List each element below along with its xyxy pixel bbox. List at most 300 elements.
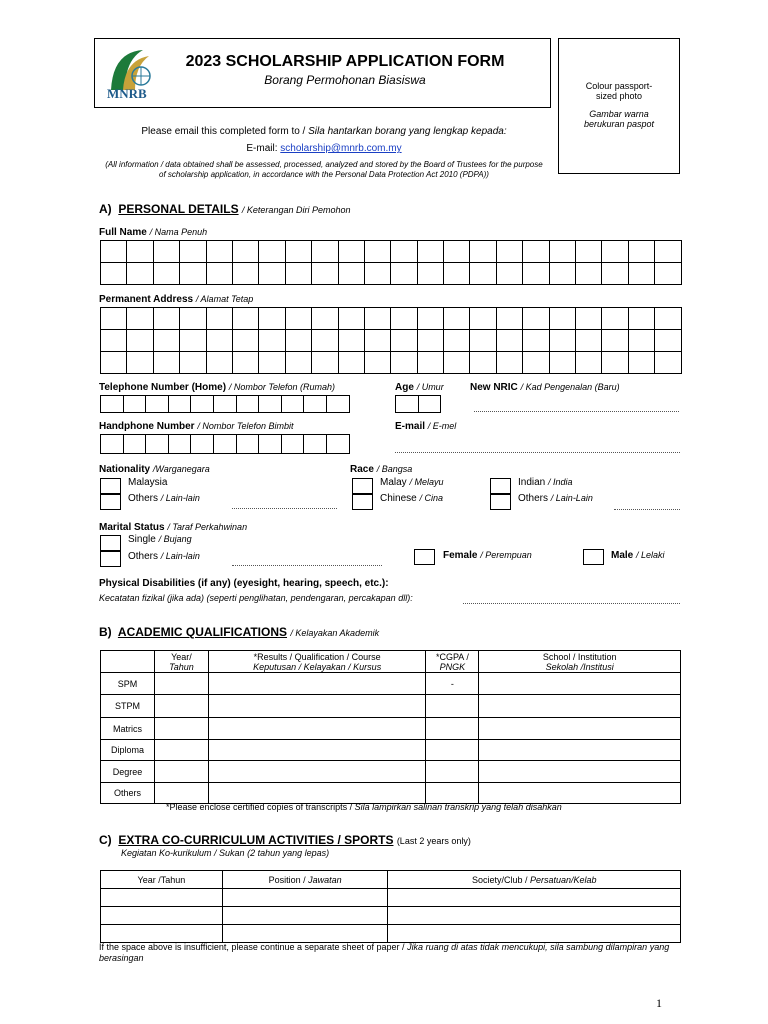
race-en: Race [350, 464, 374, 475]
char-box[interactable] [655, 352, 681, 374]
char-box[interactable] [576, 352, 602, 374]
char-box[interactable] [259, 330, 285, 352]
footer-en: If the space above is insufficient, please continue a separate sheet of paper / [99, 942, 405, 952]
age-label [395, 382, 444, 393]
char-box[interactable] [123, 435, 146, 454]
grid-row [101, 352, 682, 374]
char-box[interactable] [338, 241, 364, 263]
race-others-label [518, 493, 593, 504]
char-box[interactable] [259, 241, 285, 263]
hp-grid[interactable] [100, 434, 350, 454]
char-box[interactable] [338, 263, 364, 285]
char-box[interactable] [232, 241, 258, 263]
char-box[interactable] [232, 308, 258, 330]
char-box[interactable] [281, 396, 304, 413]
char-box[interactable] [168, 435, 191, 454]
char-box[interactable] [602, 263, 628, 285]
marital-others-line[interactable] [232, 565, 382, 566]
char-box[interactable] [101, 435, 124, 454]
char-box[interactable] [496, 241, 522, 263]
char-box[interactable] [127, 241, 153, 263]
char-box[interactable] [364, 330, 390, 352]
char-box[interactable] [444, 308, 470, 330]
malaysia-checkbox[interactable] [100, 478, 121, 494]
char-box[interactable] [232, 330, 258, 352]
nric-input-line[interactable] [474, 411, 679, 412]
char-box[interactable] [417, 330, 443, 352]
academic-col-cgpa [426, 651, 479, 673]
char-box[interactable] [259, 435, 282, 454]
cgpa-cell[interactable] [426, 761, 479, 783]
row-label: Diploma [101, 740, 155, 761]
char-box[interactable] [470, 330, 496, 352]
nationality-others-checkbox[interactable] [100, 494, 121, 510]
col-position-my: Jawatan [308, 874, 342, 885]
year-cell[interactable] [101, 907, 223, 925]
hp-my: / Nombor Telefon Bimbit [197, 421, 294, 431]
year-cell[interactable] [101, 889, 223, 907]
row-label: SPM [101, 673, 155, 695]
society-cell[interactable] [388, 907, 681, 925]
char-box[interactable] [523, 352, 549, 374]
results-cell[interactable] [208, 740, 426, 761]
race-label [350, 464, 412, 475]
cgpa-cell[interactable] [426, 740, 479, 761]
year-cell[interactable] [154, 783, 208, 804]
char-box[interactable] [232, 263, 258, 285]
char-box[interactable] [628, 263, 654, 285]
char-box[interactable] [206, 241, 232, 263]
char-box[interactable] [470, 308, 496, 330]
char-box[interactable] [364, 263, 390, 285]
chinese-my: / Cina [419, 493, 443, 503]
academic-col-school [479, 651, 681, 673]
race-others-my: / Lain-Lain [550, 493, 593, 503]
col-society-my: Persatuan/Kelab [529, 874, 597, 885]
indian-en: Indian [518, 477, 546, 488]
char-box[interactable] [206, 308, 232, 330]
school-cell[interactable] [479, 740, 681, 761]
char-box[interactable] [655, 308, 681, 330]
char-box[interactable] [101, 308, 127, 330]
marital-others-checkbox[interactable] [100, 551, 121, 567]
char-box[interactable] [655, 330, 681, 352]
disability-label: Physical Disabilities (if any) (eyesight, hearing, speech, etc.): [99, 578, 389, 589]
char-box[interactable] [259, 352, 285, 374]
grid-row [101, 330, 682, 352]
results-cell[interactable] [208, 718, 426, 740]
char-box[interactable] [549, 330, 575, 352]
male-checkbox[interactable] [583, 549, 604, 565]
tel-label [99, 382, 335, 393]
char-box[interactable] [259, 263, 285, 285]
char-box[interactable] [236, 396, 259, 413]
email-input-line[interactable] [395, 452, 680, 453]
char-box[interactable] [123, 396, 146, 413]
section-a-prefix: A) [99, 202, 112, 216]
page-number: 1 [656, 996, 662, 1010]
char-box[interactable] [153, 330, 179, 352]
char-box[interactable] [523, 330, 549, 352]
table-row [101, 907, 681, 925]
char-box[interactable] [338, 352, 364, 374]
photo-label-my: Gambar warna berukuran paspot [583, 109, 655, 129]
char-box[interactable] [391, 308, 417, 330]
char-box[interactable] [285, 308, 311, 330]
char-box[interactable] [127, 263, 153, 285]
char-box[interactable] [153, 308, 179, 330]
disability-label-my: Kecatatan fizikal (jika ada) (seperti penglihatan, pendengaran, percakapan dll): [99, 593, 413, 603]
age-my: / Umur [416, 382, 444, 392]
char-box[interactable] [364, 352, 390, 374]
char-box[interactable] [213, 435, 236, 454]
char-box[interactable] [153, 241, 179, 263]
col-school-en: School / Institution [542, 651, 617, 662]
email-my: / E-mel [427, 421, 457, 431]
position-cell[interactable] [222, 925, 388, 943]
indian-my: / India [548, 477, 573, 487]
section-c-title: EXTRA CO-CURRICULUM ACTIVITIES / SPORTS [118, 833, 394, 847]
char-box[interactable] [180, 352, 206, 374]
char-box[interactable] [470, 263, 496, 285]
address-my: / Alamat Tetap [195, 294, 254, 304]
age-grid[interactable] [395, 395, 441, 413]
academic-col-results [208, 651, 426, 673]
table-row [101, 718, 681, 740]
char-box[interactable] [312, 352, 338, 374]
char-box[interactable] [391, 241, 417, 263]
char-box[interactable] [180, 308, 206, 330]
char-box[interactable] [326, 396, 349, 413]
year-cell[interactable] [154, 673, 208, 695]
cgpa-cell[interactable] [426, 695, 479, 718]
grid-row [101, 308, 682, 330]
char-box[interactable] [326, 435, 349, 454]
activities-header-row [101, 871, 681, 889]
nationality-others-line[interactable] [232, 508, 337, 509]
col-results-en: *Results / Qualification / Course [253, 651, 381, 662]
female-checkbox[interactable] [414, 549, 435, 565]
year-cell[interactable] [101, 925, 223, 943]
nric-label [470, 382, 620, 393]
nric-my: / Kad Pengenalan (Baru) [520, 382, 620, 392]
race-others-en: Others [518, 493, 549, 504]
char-box[interactable] [153, 263, 179, 285]
photo-box [558, 38, 680, 174]
results-cell[interactable] [208, 695, 426, 718]
chinese-checkbox[interactable] [352, 494, 373, 510]
results-cell[interactable] [208, 783, 426, 804]
char-box[interactable] [206, 352, 232, 374]
char-box[interactable] [496, 263, 522, 285]
char-box[interactable] [391, 352, 417, 374]
char-box[interactable] [259, 308, 285, 330]
char-box[interactable] [496, 352, 522, 374]
nationality-my: /Warganegara [152, 464, 210, 474]
full-name-label [99, 227, 207, 238]
char-box[interactable] [391, 263, 417, 285]
female-label [443, 550, 532, 561]
char-box[interactable] [470, 352, 496, 374]
char-box[interactable] [127, 330, 153, 352]
row-label: Others [101, 783, 155, 804]
char-box[interactable] [127, 352, 153, 374]
char-box[interactable] [180, 330, 206, 352]
char-box[interactable] [496, 330, 522, 352]
section-b-title: ACADEMIC QUALIFICATIONS [117, 625, 288, 639]
char-box[interactable] [312, 330, 338, 352]
char-box[interactable] [312, 308, 338, 330]
char-box[interactable] [391, 330, 417, 352]
marital-others-label [128, 551, 200, 562]
mnrb-logo [103, 46, 161, 104]
char-box[interactable] [206, 263, 232, 285]
mar-others-my: / Lain-lain [160, 551, 200, 561]
form-subtitle: Borang Permohonan Biasiswa [264, 73, 426, 87]
char-box[interactable] [338, 330, 364, 352]
female-en: Female [443, 550, 478, 561]
char-box[interactable] [101, 330, 127, 352]
results-cell[interactable] [208, 673, 426, 695]
race-others-checkbox[interactable] [490, 494, 511, 510]
char-box[interactable] [180, 263, 206, 285]
society-cell[interactable] [388, 925, 681, 943]
school-cell[interactable] [479, 673, 681, 695]
tel-grid[interactable] [100, 395, 350, 413]
char-box[interactable] [101, 396, 124, 413]
char-box[interactable] [101, 352, 127, 374]
malay-en: Malay [380, 477, 407, 488]
char-box[interactable] [549, 241, 575, 263]
address-en: Permanent Address [99, 294, 194, 305]
char-box[interactable] [259, 396, 282, 413]
char-box[interactable] [470, 241, 496, 263]
male-label [611, 550, 665, 561]
results-cell[interactable] [208, 761, 426, 783]
char-box[interactable] [206, 330, 232, 352]
disability-input-line[interactable] [463, 603, 680, 604]
col-position-en: Position / [268, 874, 306, 885]
char-box[interactable] [444, 352, 470, 374]
chinese-en: Chinese [380, 493, 417, 504]
grid-row [101, 396, 350, 413]
char-box[interactable] [281, 435, 304, 454]
char-box[interactable] [576, 241, 602, 263]
row-label: Matrics [101, 718, 155, 740]
grid-row [101, 263, 682, 285]
char-box[interactable] [146, 396, 169, 413]
marital-label [99, 522, 247, 533]
academic-table [100, 650, 681, 804]
school-cell[interactable] [479, 761, 681, 783]
indian-checkbox[interactable] [490, 478, 511, 494]
char-box[interactable] [168, 396, 191, 413]
single-label [128, 534, 192, 545]
transcript-note-my: Sila lampirkan salinan transkrip yang telah disahkan [354, 802, 562, 812]
email-field-label [395, 421, 456, 432]
full-name-grid[interactable] [100, 240, 682, 285]
insufficient-space-note [99, 942, 684, 964]
char-box[interactable] [127, 308, 153, 330]
email-link[interactable]: scholarship@mnrb.com.my [280, 143, 402, 154]
char-box[interactable] [628, 308, 654, 330]
female-my: / Perempuan [480, 550, 532, 560]
col-position [222, 871, 388, 889]
char-box[interactable] [602, 352, 628, 374]
year-cell[interactable] [154, 718, 208, 740]
char-box[interactable] [523, 308, 549, 330]
char-box[interactable] [364, 241, 390, 263]
row-label: STPM [101, 695, 155, 718]
address-grid[interactable] [100, 307, 682, 374]
photo-label-en: Colour passport-sized photo [585, 81, 653, 101]
school-cell[interactable] [479, 783, 681, 804]
malay-label [380, 477, 443, 488]
cgpa-cell[interactable]: - [426, 673, 479, 695]
char-box[interactable] [417, 241, 443, 263]
char-box[interactable] [338, 308, 364, 330]
grid-row [396, 396, 441, 413]
char-box[interactable] [191, 396, 214, 413]
cgpa-cell[interactable] [426, 783, 479, 804]
cgpa-cell[interactable] [426, 718, 479, 740]
col-results-my: Keputusan / Kelayakan / Kursus [253, 661, 382, 672]
grid-row [101, 241, 682, 263]
year-cell[interactable] [154, 695, 208, 718]
marital-my: / Taraf Perkahwinan [167, 522, 248, 532]
char-box[interactable] [285, 352, 311, 374]
char-box[interactable] [628, 330, 654, 352]
race-others-line[interactable] [614, 509, 680, 510]
char-box[interactable] [444, 330, 470, 352]
single-checkbox[interactable] [100, 535, 121, 551]
char-box[interactable] [576, 308, 602, 330]
col-society-en: Society/Club / [471, 874, 528, 885]
char-box[interactable] [364, 308, 390, 330]
race-my: / Bangsa [376, 464, 413, 474]
section-a-title: PERSONAL DETAILS [118, 202, 239, 216]
school-cell[interactable] [479, 718, 681, 740]
table-row [101, 783, 681, 804]
col-cgpa-en: *CGPA / [435, 651, 469, 662]
char-box[interactable] [576, 330, 602, 352]
char-box[interactable] [417, 308, 443, 330]
char-box[interactable] [444, 241, 470, 263]
nat-others-my: / Lain-lain [160, 493, 200, 503]
table-row [101, 889, 681, 907]
single-my: / Bujang [158, 534, 192, 544]
year-cell[interactable] [154, 740, 208, 761]
hp-en: Handphone Number [99, 421, 195, 432]
section-b-heading [99, 625, 379, 639]
char-box[interactable] [146, 435, 169, 454]
nationality-en: Nationality [99, 464, 151, 475]
table-row [101, 925, 681, 943]
col-society [388, 871, 681, 889]
mar-others-en: Others [128, 551, 159, 562]
char-box[interactable] [312, 241, 338, 263]
char-box[interactable] [576, 263, 602, 285]
char-box[interactable] [180, 241, 206, 263]
char-box[interactable] [523, 263, 549, 285]
char-box[interactable] [602, 330, 628, 352]
position-cell[interactable] [222, 889, 388, 907]
char-box[interactable] [417, 263, 443, 285]
email-line [94, 143, 554, 154]
char-box[interactable] [304, 435, 327, 454]
char-box[interactable] [444, 263, 470, 285]
academic-col-year [154, 651, 208, 673]
malay-my: / Melayu [409, 477, 444, 487]
char-box[interactable] [236, 435, 259, 454]
malaysia-label: Malaysia [128, 477, 168, 488]
section-c-heading [99, 833, 471, 847]
char-box[interactable] [101, 263, 127, 285]
char-box[interactable] [628, 241, 654, 263]
char-box[interactable] [153, 352, 179, 374]
char-box[interactable] [101, 241, 127, 263]
male-my: / Lelaki [636, 550, 665, 560]
section-c-note: (Last 2 years only) [396, 836, 471, 846]
single-en: Single [128, 534, 156, 545]
malay-checkbox[interactable] [352, 478, 373, 494]
logo-text: MNRB [107, 86, 147, 101]
char-box[interactable] [285, 263, 311, 285]
char-box[interactable] [549, 263, 575, 285]
instruction-line [94, 126, 554, 137]
nat-others-en: Others [128, 493, 159, 504]
char-box[interactable] [396, 396, 419, 413]
char-box[interactable] [232, 352, 258, 374]
male-en: Male [611, 550, 634, 561]
char-box[interactable] [655, 263, 681, 285]
indian-label [518, 477, 573, 488]
section-c-title-my: Kegiatan Ko-kurikulum / Sukan (2 tahun yang lepas) [121, 848, 330, 858]
char-box[interactable] [549, 352, 575, 374]
char-box[interactable] [655, 241, 681, 263]
char-box[interactable] [418, 396, 441, 413]
transcript-note [166, 802, 562, 812]
char-box[interactable] [304, 396, 327, 413]
char-box[interactable] [285, 330, 311, 352]
grid-row [101, 435, 350, 454]
section-b-title-my: / Kelayakan Akademik [290, 628, 380, 638]
email-en: E-mail [395, 421, 426, 432]
char-box[interactable] [523, 241, 549, 263]
char-box[interactable] [191, 435, 214, 454]
row-label: Degree [101, 761, 155, 783]
char-box[interactable] [417, 352, 443, 374]
transcript-note-en: *Please enclose certified copies of transcripts / [166, 802, 353, 812]
char-box[interactable] [602, 241, 628, 263]
char-box[interactable] [549, 308, 575, 330]
char-box[interactable] [312, 263, 338, 285]
society-cell[interactable] [388, 889, 681, 907]
activities-table [100, 870, 681, 943]
char-box[interactable] [496, 308, 522, 330]
char-box[interactable] [602, 308, 628, 330]
chinese-label [380, 493, 443, 504]
char-box[interactable] [628, 352, 654, 374]
school-cell[interactable] [479, 695, 681, 718]
position-cell[interactable] [222, 907, 388, 925]
char-box[interactable] [285, 241, 311, 263]
char-box[interactable] [213, 396, 236, 413]
year-cell[interactable] [154, 761, 208, 783]
table-row [101, 761, 681, 783]
full-name-en: Full Name [99, 227, 147, 238]
nationality-others-label [128, 493, 200, 504]
